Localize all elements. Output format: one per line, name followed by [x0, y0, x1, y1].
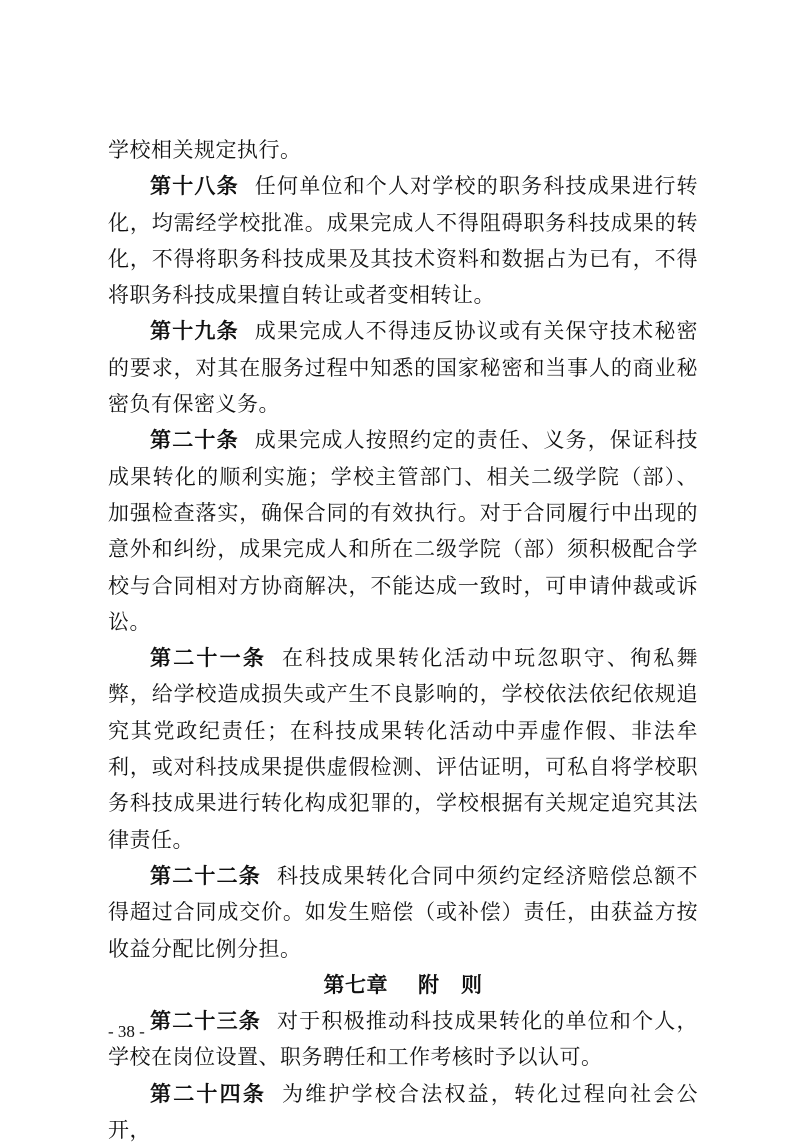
article-20 — [108, 422, 698, 640]
article-21 — [108, 640, 698, 858]
article-22 — [108, 858, 698, 967]
article-23 — [108, 1003, 698, 1076]
page-number: - 38 - — [108, 1022, 145, 1041]
paragraph-continuation — [108, 132, 698, 168]
article-text: 任何单位和个人对学校的职务科技成果进行转化，均需经学校批准。成果完成人不得阻碍职务科技成果的转化，不得将职务科技成果及其技术资料和数据占为已有，不得将职务科技成果擅自转让或者变相转让。 — [108, 174, 699, 308]
document-body — [108, 132, 698, 1148]
article-text: 为维护学校合法权益，转化过程向社会公开， — [108, 1081, 699, 1143]
article-heading: 第二十二条 — [150, 862, 261, 888]
chapter-number: 第七章 — [323, 971, 388, 997]
article-text: 成果完成人按照约定的责任、义务，保证科技成果转化的顺利实施；学校主管部门、相关二级学院（部）、加强检查落实，确保合同的有效执行。对于合同履行中出现的意外和纠纷，成果完成人和所在二级学院（部）须积极配合学校与合同相对方协商解决，不能达成一致时，可申请仲裁或诉讼。 — [108, 428, 699, 634]
article-19 — [108, 313, 698, 422]
chapter-heading — [108, 967, 698, 1003]
article-heading: 第二十条 — [150, 427, 239, 453]
article-heading: 第二十三条 — [150, 1008, 261, 1034]
article-18 — [108, 168, 698, 313]
paragraph-text: 学校相关规定执行。 — [108, 138, 302, 162]
article-text: 科技成果转化合同中须约定经济赔偿总额不得超过合同成交价。如发生赔偿（或补偿）责任，由获益方按收益分配比例分担。 — [108, 863, 699, 961]
article-text: 对于积极推动科技成果转化的单位和个人，学校在岗位设置、职务聘任和工作考核时予以认可。 — [108, 1009, 699, 1070]
article-heading: 第二十一条 — [150, 645, 267, 671]
chapter-title: 附 则 — [418, 971, 483, 997]
article-heading: 第十九条 — [150, 318, 239, 344]
article-text: 在科技成果转化活动中玩忽职守、徇私舞弊，给学校造成损失或产生不良影响的，学校依法依纪依规追究其党政纪责任；在科技成果转化活动中弄虚作假、非法牟利，或对科技成果提供虚假检测、评估证明，可私自将学校职务科技成果进行转化构成犯罪的，学校根据有关规定追究其法律责任。 — [108, 646, 699, 852]
article-24 — [108, 1076, 698, 1148]
article-heading: 第二十四条 — [150, 1080, 267, 1106]
article-heading: 第十八条 — [150, 173, 239, 199]
article-text: 成果完成人不得违反协议或有关保守技术秘密的要求，对其在服务过程中知悉的国家秘密和当事人的商业秘密负有保密义务。 — [108, 319, 699, 417]
